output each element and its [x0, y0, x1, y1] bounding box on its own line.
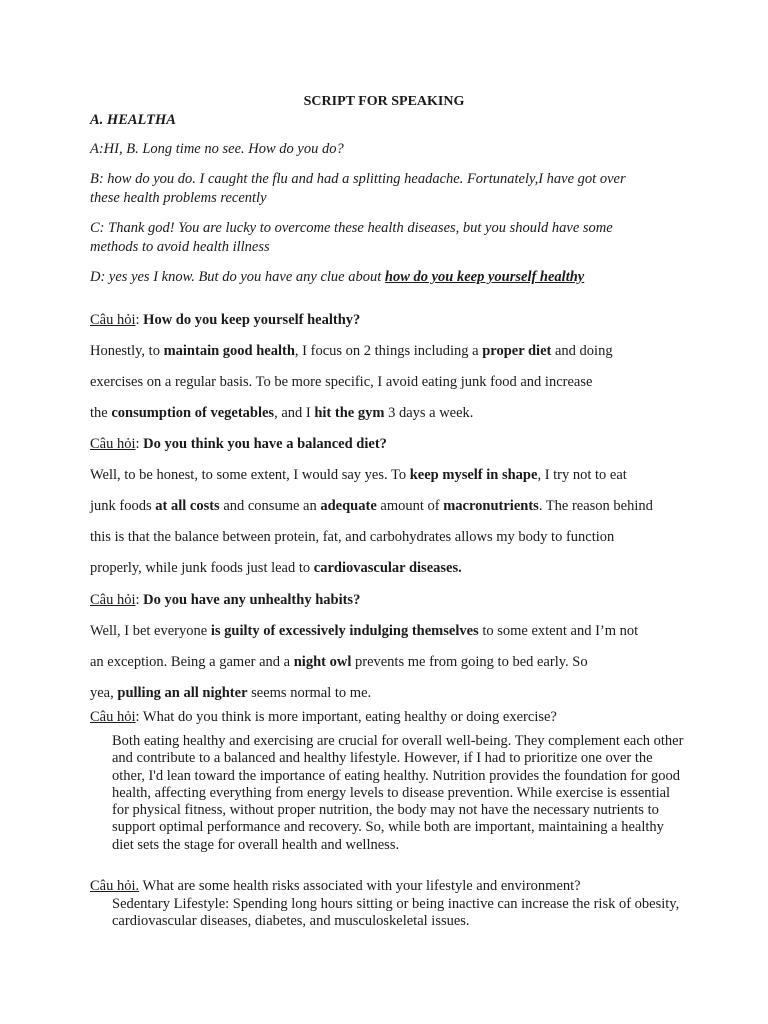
question-2-text: Do you think you have a balanced diet?	[143, 436, 387, 452]
answer-3-line-3	[90, 685, 690, 702]
answer-text: junk foods	[90, 498, 156, 514]
answer-keyword: night owl	[293, 654, 352, 670]
dialogue-line-b: B: how do you do. I caught the flu and had a splitting headache. Fortunately,I have got over	[90, 171, 626, 187]
answer-keyword: proper diet	[482, 343, 552, 359]
answer-keyword: pulling an all nighter	[117, 685, 248, 701]
dialogue-line-d	[90, 269, 690, 286]
dialogue-d-text: D: yes yes I know. But do you have any clue about	[90, 269, 385, 285]
question-5	[90, 878, 690, 895]
answer-text: seems normal to me.	[247, 685, 372, 701]
question-2: Câu hỏi: Do you think you have a balanced diet?	[90, 436, 387, 452]
answer-text: to some extent and I’m not	[478, 623, 639, 639]
answer-4-paragraph: Both eating healthy and exercising are crucial for overall well-being. They complement each other and contribute to a balanced and healthy lifestyle. However, if I had to prioritize one over the other, I'd lean toward the importance of eating healthy. Nutrition provides the foundation for good health, affecting everything from energy levels to disease prevention. While exercise is essential for physical fitness, without proper nutrition, the body may not have the necessary nutrients to support optimal performance and recovery. So, while both are important, maintaining a healthy diet sets the stage for overall health and wellness.	[112, 733, 684, 853]
answer-keyword: maintain good health	[163, 343, 295, 359]
dialogue-line-c: C: Thank god! You are lucky to overcome these health diseases, but you should have some	[90, 220, 613, 236]
answer-text: prevents me from going to bed early. So	[351, 654, 588, 670]
answer-text: Well, I bet everyone	[90, 623, 211, 639]
dialogue-line-a: A:HI, B. Long time no see. How do you do?	[90, 141, 344, 157]
dialogue-d-link: how do you keep yourself healthy	[384, 269, 585, 285]
answer-text: . The reason behind	[538, 498, 653, 514]
answer-text: an exception. Being a gamer and a	[90, 654, 294, 670]
answer-3-line-2	[90, 654, 690, 671]
question-4: Câu hỏi: What do you think is more important, eating healthy or doing exercise?	[90, 709, 557, 725]
answer-1-line-3	[90, 405, 690, 422]
answer-text: 3 days a week.	[384, 405, 474, 421]
question-3: Câu hỏi: Do you have any unhealthy habits?	[90, 592, 361, 608]
answer-keyword: consumption of vegetables	[111, 405, 275, 421]
question-4-text: What do you think is more important, eating healthy or doing exercise?	[142, 709, 557, 725]
answer-keyword: keep myself in shape	[409, 467, 538, 483]
question-3-text: Do you have any unhealthy habits?	[143, 592, 361, 608]
question-label: Câu hỏi	[90, 592, 136, 608]
answer-text: and consume an	[219, 498, 321, 514]
answer-keyword: at all costs	[155, 498, 220, 514]
answer-text: , I focus on 2 things including a	[294, 343, 483, 359]
question-label: Câu hỏi	[90, 312, 136, 328]
answer-2-line-3: this is that the balance between protein, fat, and carbohydrates allows my body to function	[90, 529, 615, 545]
answer-2-line-1	[90, 467, 690, 484]
answer-keyword: macronutrients	[443, 498, 539, 514]
answer-5-paragraph: Sedentary Lifestyle: Spending long hours sitting or being inactive can increase the risk of obesity, cardiovascular diseases, diabetes, and musculoskeletal issues.	[112, 896, 680, 930]
answer-keyword: is guilty of excessively indulging themselves	[210, 623, 479, 639]
answer-text: amount of	[376, 498, 444, 514]
answer-3-line-1	[90, 623, 690, 640]
page-title: SCRIPT FOR SPEAKING	[303, 94, 465, 109]
answer-2-line-2	[90, 498, 690, 515]
dialogue-line-b-cont: these health problems recently	[90, 190, 267, 206]
question-1: Câu hỏi: How do you keep yourself healthy?	[90, 312, 361, 328]
answer-text: properly, while junk foods just lead to	[90, 560, 314, 576]
answer-text: , I try not to eat	[537, 467, 627, 483]
answer-text: Well, to be honest, to some extent, I would say yes. To	[90, 467, 410, 483]
question-1-text: How do you keep yourself healthy?	[143, 312, 361, 328]
question-5-text: What are some health risks associated with your lifestyle and environment?	[139, 878, 581, 894]
answer-text: yea,	[90, 685, 118, 701]
answer-keyword: hit the gym	[314, 405, 385, 421]
question-label: Câu hỏi	[90, 436, 136, 452]
question-label: Câu hỏi	[90, 709, 136, 725]
answer-text: the	[90, 405, 112, 421]
answer-keyword: cardiovascular diseases.	[313, 560, 462, 576]
answer-text: Honestly, to	[90, 343, 164, 359]
dialogue-line-c-cont: methods to avoid health illness	[90, 239, 270, 255]
question-label-suffix: .	[135, 878, 140, 894]
answer-text: and doing	[551, 343, 613, 359]
question-label: Câu hỏi	[90, 878, 136, 894]
answer-2-line-4	[90, 560, 690, 577]
answer-1-line-1	[90, 343, 690, 360]
answer-1-line-2: exercises on a regular basis. To be more specific, I avoid eating junk food and increase	[90, 374, 593, 390]
answer-text: , and I	[274, 405, 315, 421]
section-heading: A. HEALTHA	[90, 112, 176, 128]
answer-keyword: adequate	[320, 498, 377, 514]
